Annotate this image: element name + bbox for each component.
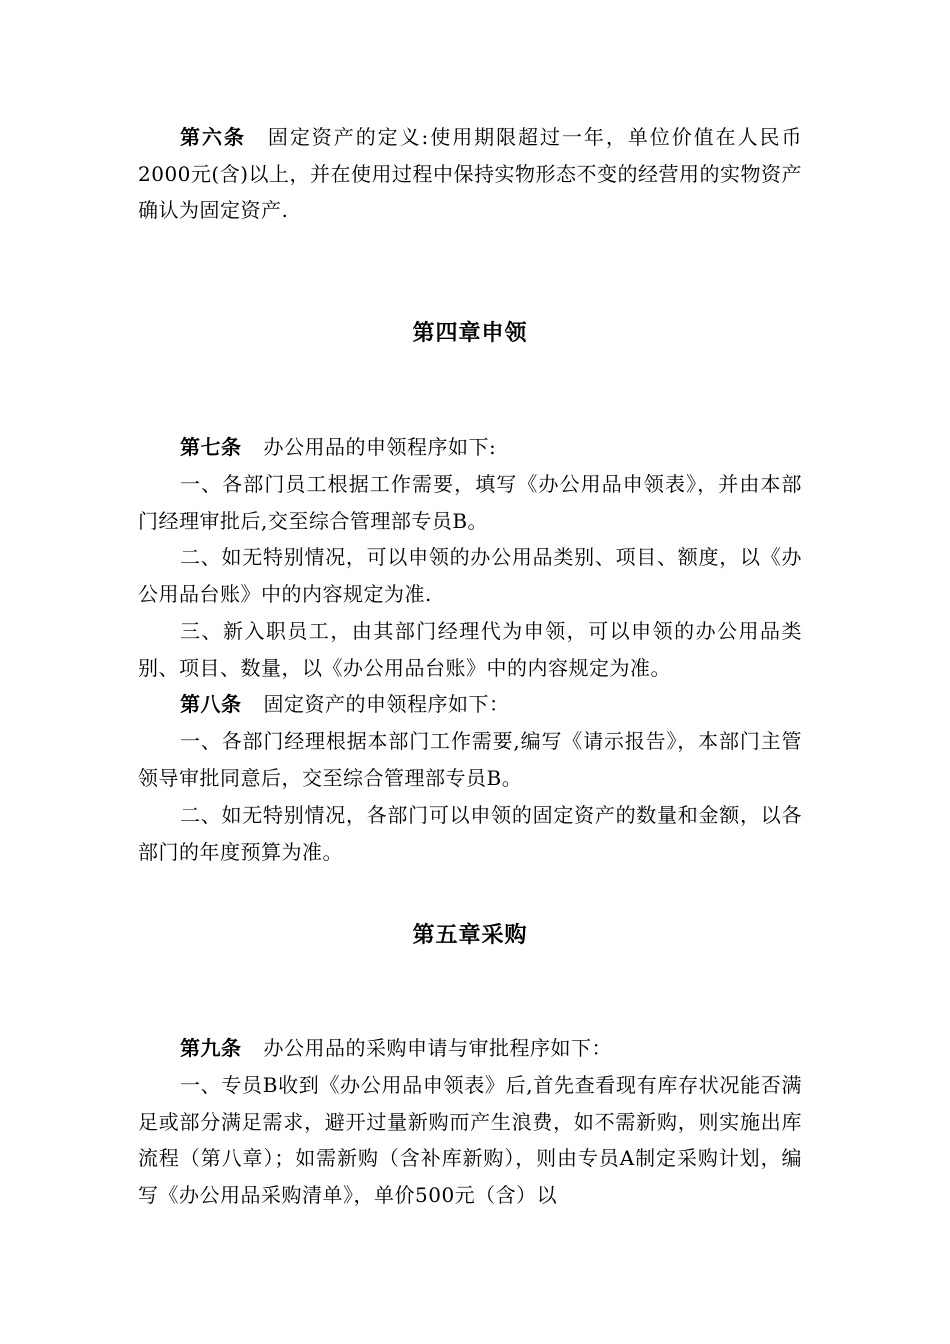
article-6-label: 第六条 [180, 125, 246, 149]
article-9-label: 第九条 [180, 1036, 242, 1060]
chapter-4-title: 第四章申领 [412, 321, 528, 346]
article-9-item-1: 一、专员B收到《办公用品申领表》后,首先查看现有库存状况能否满足或部分满足需求，避开过量新购而产生浪费，如不需新购，则实施出库流程（第八章）；如需新购（含补库新购），则由专员A制定采购计划，编写《办公用品采购清单》，单价500元（含）以 [138, 1073, 802, 1207]
article-6-text: 固定资产的定义:使用期限超过一年，单位价值在人民币2000元(含)以上，并在使用过程中保持实物形态不变的经营用的实物资产确认为固定资产. [138, 125, 803, 222]
article-7-item-3: 三、新入职员工，由其部门经理代为申领，可以申领的办公用品类别、项目、数量，以《办公用品台账》中的内容规定为准。 [138, 619, 802, 680]
article-8-text: 固定资产的申领程序如下： [263, 692, 510, 716]
article-7-label: 第七条 [180, 435, 242, 459]
article-7-text: 办公用品的申领程序如下: [263, 435, 497, 459]
article-9-text: 办公用品的采购申请与审批程序如下： [263, 1036, 612, 1060]
article-9-paragraph [138, 1030, 802, 1067]
article-8-paragraph [138, 686, 802, 723]
article-7-paragraph [138, 429, 802, 466]
article-8-label: 第八条 [180, 692, 242, 716]
chapter-5-title: 第五章采购 [412, 923, 528, 948]
article-8-item-1: 一、各部门经理根据本部门工作需要,编写《请示报告》，本部门主管领导审批同意后，交至综合管理部专员B。 [138, 729, 802, 790]
article-8-item-2: 二、如无特别情况，各部门可以申领的固定资产的数量和金额，以各部门的年度预算为准。 [138, 803, 802, 864]
article-7-item-1: 一、各部门员工根据工作需要，填写《办公用品申领表》，并由本部门经理审批后,交至综合管理部专员B。 [138, 472, 802, 533]
article-7-item-2: 二、如无特别情况，可以申领的办公用品类别、项目、额度，以《办公用品台账》中的内容规定为准. [138, 545, 802, 606]
article-6-paragraph [138, 119, 802, 229]
